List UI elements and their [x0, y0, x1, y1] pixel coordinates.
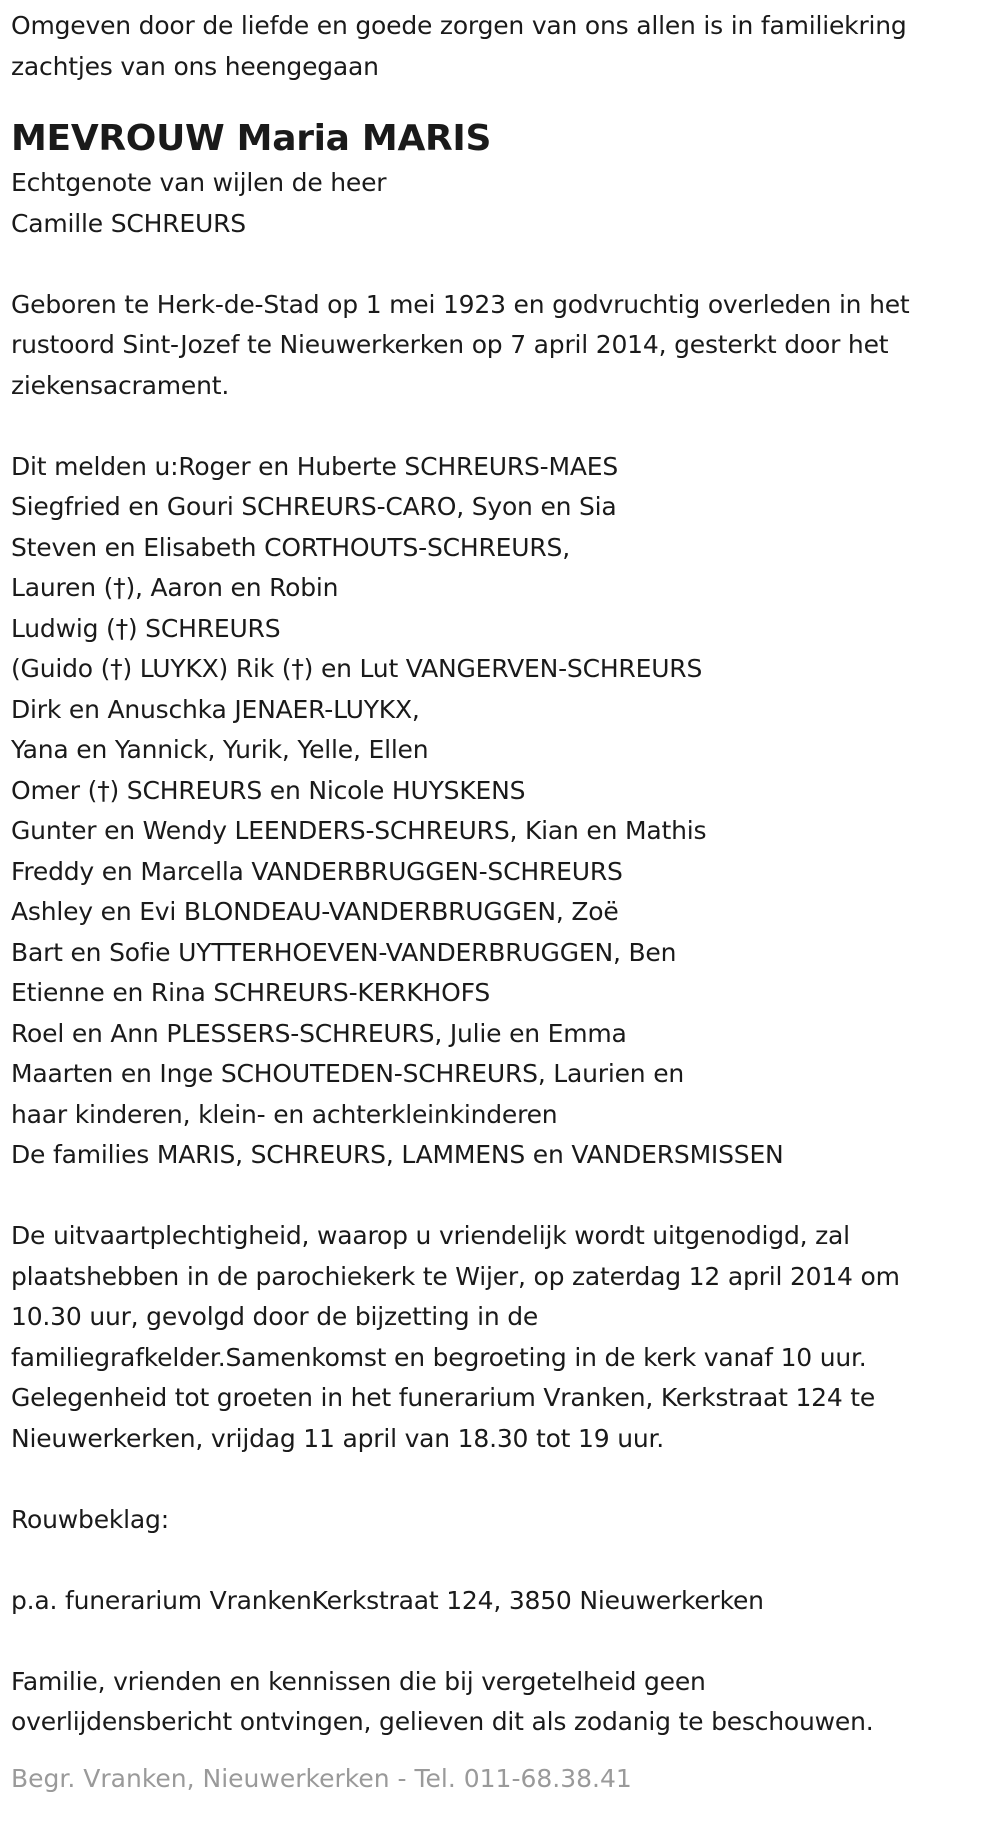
- spouse-paragraph: [11, 163, 986, 244]
- birth-death-line: ziekensacrament.: [11, 370, 230, 400]
- spacer: [11, 1621, 986, 1662]
- family-line: Freddy en Marcella VANDERBRUGGEN-SCHREURS: [11, 856, 623, 886]
- closing-line: Familie, vrienden en kennissen die bij vergetelheid geen: [11, 1666, 706, 1696]
- birth-death-paragraph: [11, 285, 986, 407]
- ceremony-line: familiegrafkelder.Samenkomst en begroeting in de kerk vanaf 10 uur.: [11, 1342, 867, 1372]
- spacer: [11, 1540, 986, 1581]
- spouse-line: Camille SCHREURS: [11, 208, 246, 238]
- spacer: [11, 406, 986, 447]
- family-line: Dit melden u:Roger en Huberte SCHREURS-MAES: [11, 451, 619, 481]
- intro-paragraph: [11, 6, 986, 87]
- family-line: Ashley en Evi BLONDEAU-VANDERBRUGGEN, Zoë: [11, 897, 619, 926]
- family-line: Steven en Elisabeth CORTHOUTS-SCHREURS,: [11, 532, 570, 562]
- family-line: Gunter en Wendy LEENDERS-SCHREURS, Kian en Mathis: [11, 816, 707, 845]
- family-line: (Guido (†) LUYKX) Rik (†) en Lut VANGERVEN-SCHREURS: [11, 654, 703, 683]
- condolence-address: p.a. funerarium VrankenKerkstraat 124, 3850 Nieuwerkerken: [11, 1585, 764, 1615]
- family-line: Bart en Sofie UYTTERHOEVEN-VANDERBRUGGEN, Ben: [11, 937, 677, 967]
- family-line: haar kinderen, klein- en achterkleinkinderen: [11, 1099, 558, 1129]
- family-line: Yana en Yannick, Yurik, Yelle, Ellen: [11, 735, 429, 764]
- family-line: Dirk en Anuschka JENAER-LUYKX,: [11, 694, 420, 724]
- family-line: Omer (†) SCHREURS en Nicole HUYSKENS: [11, 775, 526, 805]
- ceremony-line: plaatshebben in de parochiekerk te Wijer, op zaterdag 12 april 2014 om: [11, 1261, 900, 1291]
- closing-line: overlijdensbericht ontvingen, gelieven dit als zodanig te beschouwen.: [11, 1707, 874, 1736]
- ceremony-paragraph: [11, 1216, 986, 1459]
- condolence-label: Rouwbeklag:: [11, 1504, 169, 1534]
- spacer: [11, 1176, 986, 1217]
- ceremony-line: De uitvaartplechtigheid, waarop u vriendelijk wordt uitgenodigd, zal: [11, 1221, 850, 1250]
- spacer: [11, 1459, 986, 1500]
- birth-death-line: rustoord Sint-Jozef te Nieuwerkerken op 7 april 2014, gesterkt door het: [11, 330, 889, 359]
- intro-line: Omgeven door de liefde en goede zorgen van ons allen is in familiekring: [11, 11, 907, 40]
- spacer: [11, 244, 986, 285]
- family-line: Etienne en Rina SCHREURS-KERKHOFS: [11, 978, 491, 1007]
- family-line: Lauren (†), Aaron en Robin: [11, 573, 339, 602]
- closing-paragraph: [11, 1662, 986, 1743]
- family-line: Maarten en Inge SCHOUTEDEN-SCHREURS, Laurien en: [11, 1059, 685, 1088]
- family-list: [11, 447, 986, 1176]
- family-line: De families MARIS, SCHREURS, LAMMENS en VANDERSMISSEN: [11, 1140, 784, 1169]
- ceremony-line: Gelegenheid tot groeten in het funerarium Vranken, Kerkstraat 124 te: [11, 1383, 876, 1412]
- intro-line: zachtjes van ons heengegaan: [11, 51, 379, 81]
- family-line: Ludwig (†) SCHREURS: [11, 613, 281, 643]
- deceased-name: MEVROUW Maria MARIS: [11, 118, 492, 159]
- ceremony-line: 10.30 uur, gevolgd door de bijzetting in de: [11, 1302, 539, 1331]
- spouse-line: Echtgenote van wijlen de heer: [11, 168, 387, 197]
- funeral-home-footer: Begr. Vranken, Nieuwerkerken - Tel. 011-68.38.41: [11, 1763, 632, 1793]
- family-line: Siegfried en Gouri SCHREURS-CARO, Syon en Sia: [11, 492, 617, 521]
- birth-death-line: Geboren te Herk-de-Stad op 1 mei 1923 en godvruchtig overleden in het: [11, 289, 910, 319]
- ceremony-line: Nieuwerkerken, vrijdag 11 april van 18.30 tot 19 uur.: [11, 1423, 665, 1453]
- family-line: Roel en Ann PLESSERS-SCHREURS, Julie en Emma: [11, 1018, 627, 1048]
